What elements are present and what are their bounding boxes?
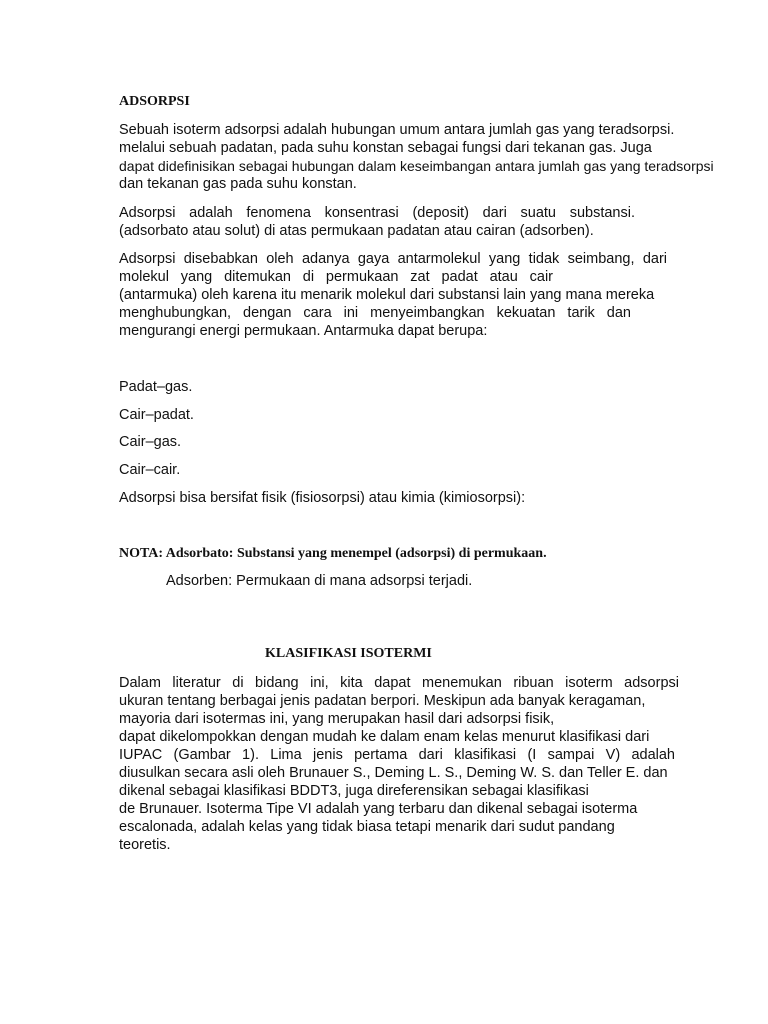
- para3-line: molekul yang ditemukan di permukaan zat padat atau cair: [119, 269, 553, 285]
- para5-line: dikenal sebagai klasifikasi BDDT3, juga direferensikan sebagai klasifikasi: [119, 783, 589, 799]
- para5-line: dapat dikelompokkan dengan mudah ke dalam enam kelas menurut klasifikasi dari: [119, 729, 650, 745]
- interface-item: Cair–gas.: [119, 434, 182, 450]
- para5-line: IUPAC (Gambar 1). Lima jenis pertama dari klasifikasi (I sampai V) adalah: [119, 747, 675, 763]
- interface-item: Cair–padat.: [119, 407, 194, 423]
- para3-line: (antarmuka) oleh karena itu menarik molekul dari substansi lain yang mana mereka: [119, 287, 655, 303]
- para1-line: dapat didefinisikan sebagai hubungan dalam keseimbangan antara jumlah gas yang teradsorpsi: [119, 158, 714, 174]
- para5-line: diusulkan secara asli oleh Brunauer S., Deming L. S., Deming W. S. dan Teller E. dan: [119, 765, 668, 781]
- para5-line: mayoria dari isotermas ini, yang merupakan hasil dari adsorpsi fisik,: [119, 711, 555, 727]
- para5-line: teoretis.: [119, 837, 171, 853]
- para2-line: Adsorpsi adalah fenomena konsentrasi (deposit) dari suatu substansi.: [119, 205, 635, 221]
- para5-line: Dalam literatur di bidang ini, kita dapat menemukan ribuan isoterm adsorpsi: [119, 675, 679, 691]
- para5-line: de Brunauer. Isoterma Tipe VI adalah yang terbaru dan dikenal sebagai isoterma: [119, 801, 638, 817]
- heading-adsorpsi: ADSORPSI: [119, 94, 190, 109]
- para4: Adsorpsi bisa bersifat fisik (fisiosorpsi) atau kimia (kimiosorpsi):: [119, 490, 526, 506]
- para1-line: Sebuah isoterm adsorpsi adalah hubungan umum antara jumlah gas yang teradsorpsi.: [119, 122, 675, 138]
- para3-line: Adsorpsi disebabkan oleh adanya gaya antarmolekul yang tidak seimbang, dari: [119, 251, 667, 267]
- interface-item: Cair–cair.: [119, 462, 181, 478]
- para5-line: escalonada, adalah kelas yang tidak biasa tetapi menarik dari sudut pandang: [119, 819, 615, 835]
- para5-line: ukuran tentang berbagai jenis padatan berpori. Meskipun ada banyak keragaman,: [119, 693, 646, 709]
- adsorben-note: Adsorben: Permukaan di mana adsorpsi terjadi.: [166, 573, 473, 589]
- heading-klasifikasi: KLASIFIKASI ISOTERMI: [265, 646, 432, 661]
- para2-line: (adsorbato atau solut) di atas permukaan padatan atau cairan (adsorben).: [119, 223, 594, 239]
- para1-line: melalui sebuah padatan, pada suhu konstan sebagai fungsi dari tekanan gas. Juga: [119, 140, 652, 156]
- para1-line: dan tekanan gas pada suhu konstan.: [119, 176, 357, 192]
- para3-line: mengurangi energi permukaan. Antarmuka dapat berupa:: [119, 323, 488, 339]
- para3-line: menghubungkan, dengan cara ini menyeimbangkan kekuatan tarik dan: [119, 305, 631, 321]
- nota-line: NOTA: Adsorbato: Substansi yang menempel (adsorpsi) di permukaan.: [119, 546, 547, 561]
- interface-item: Padat–gas.: [119, 379, 193, 395]
